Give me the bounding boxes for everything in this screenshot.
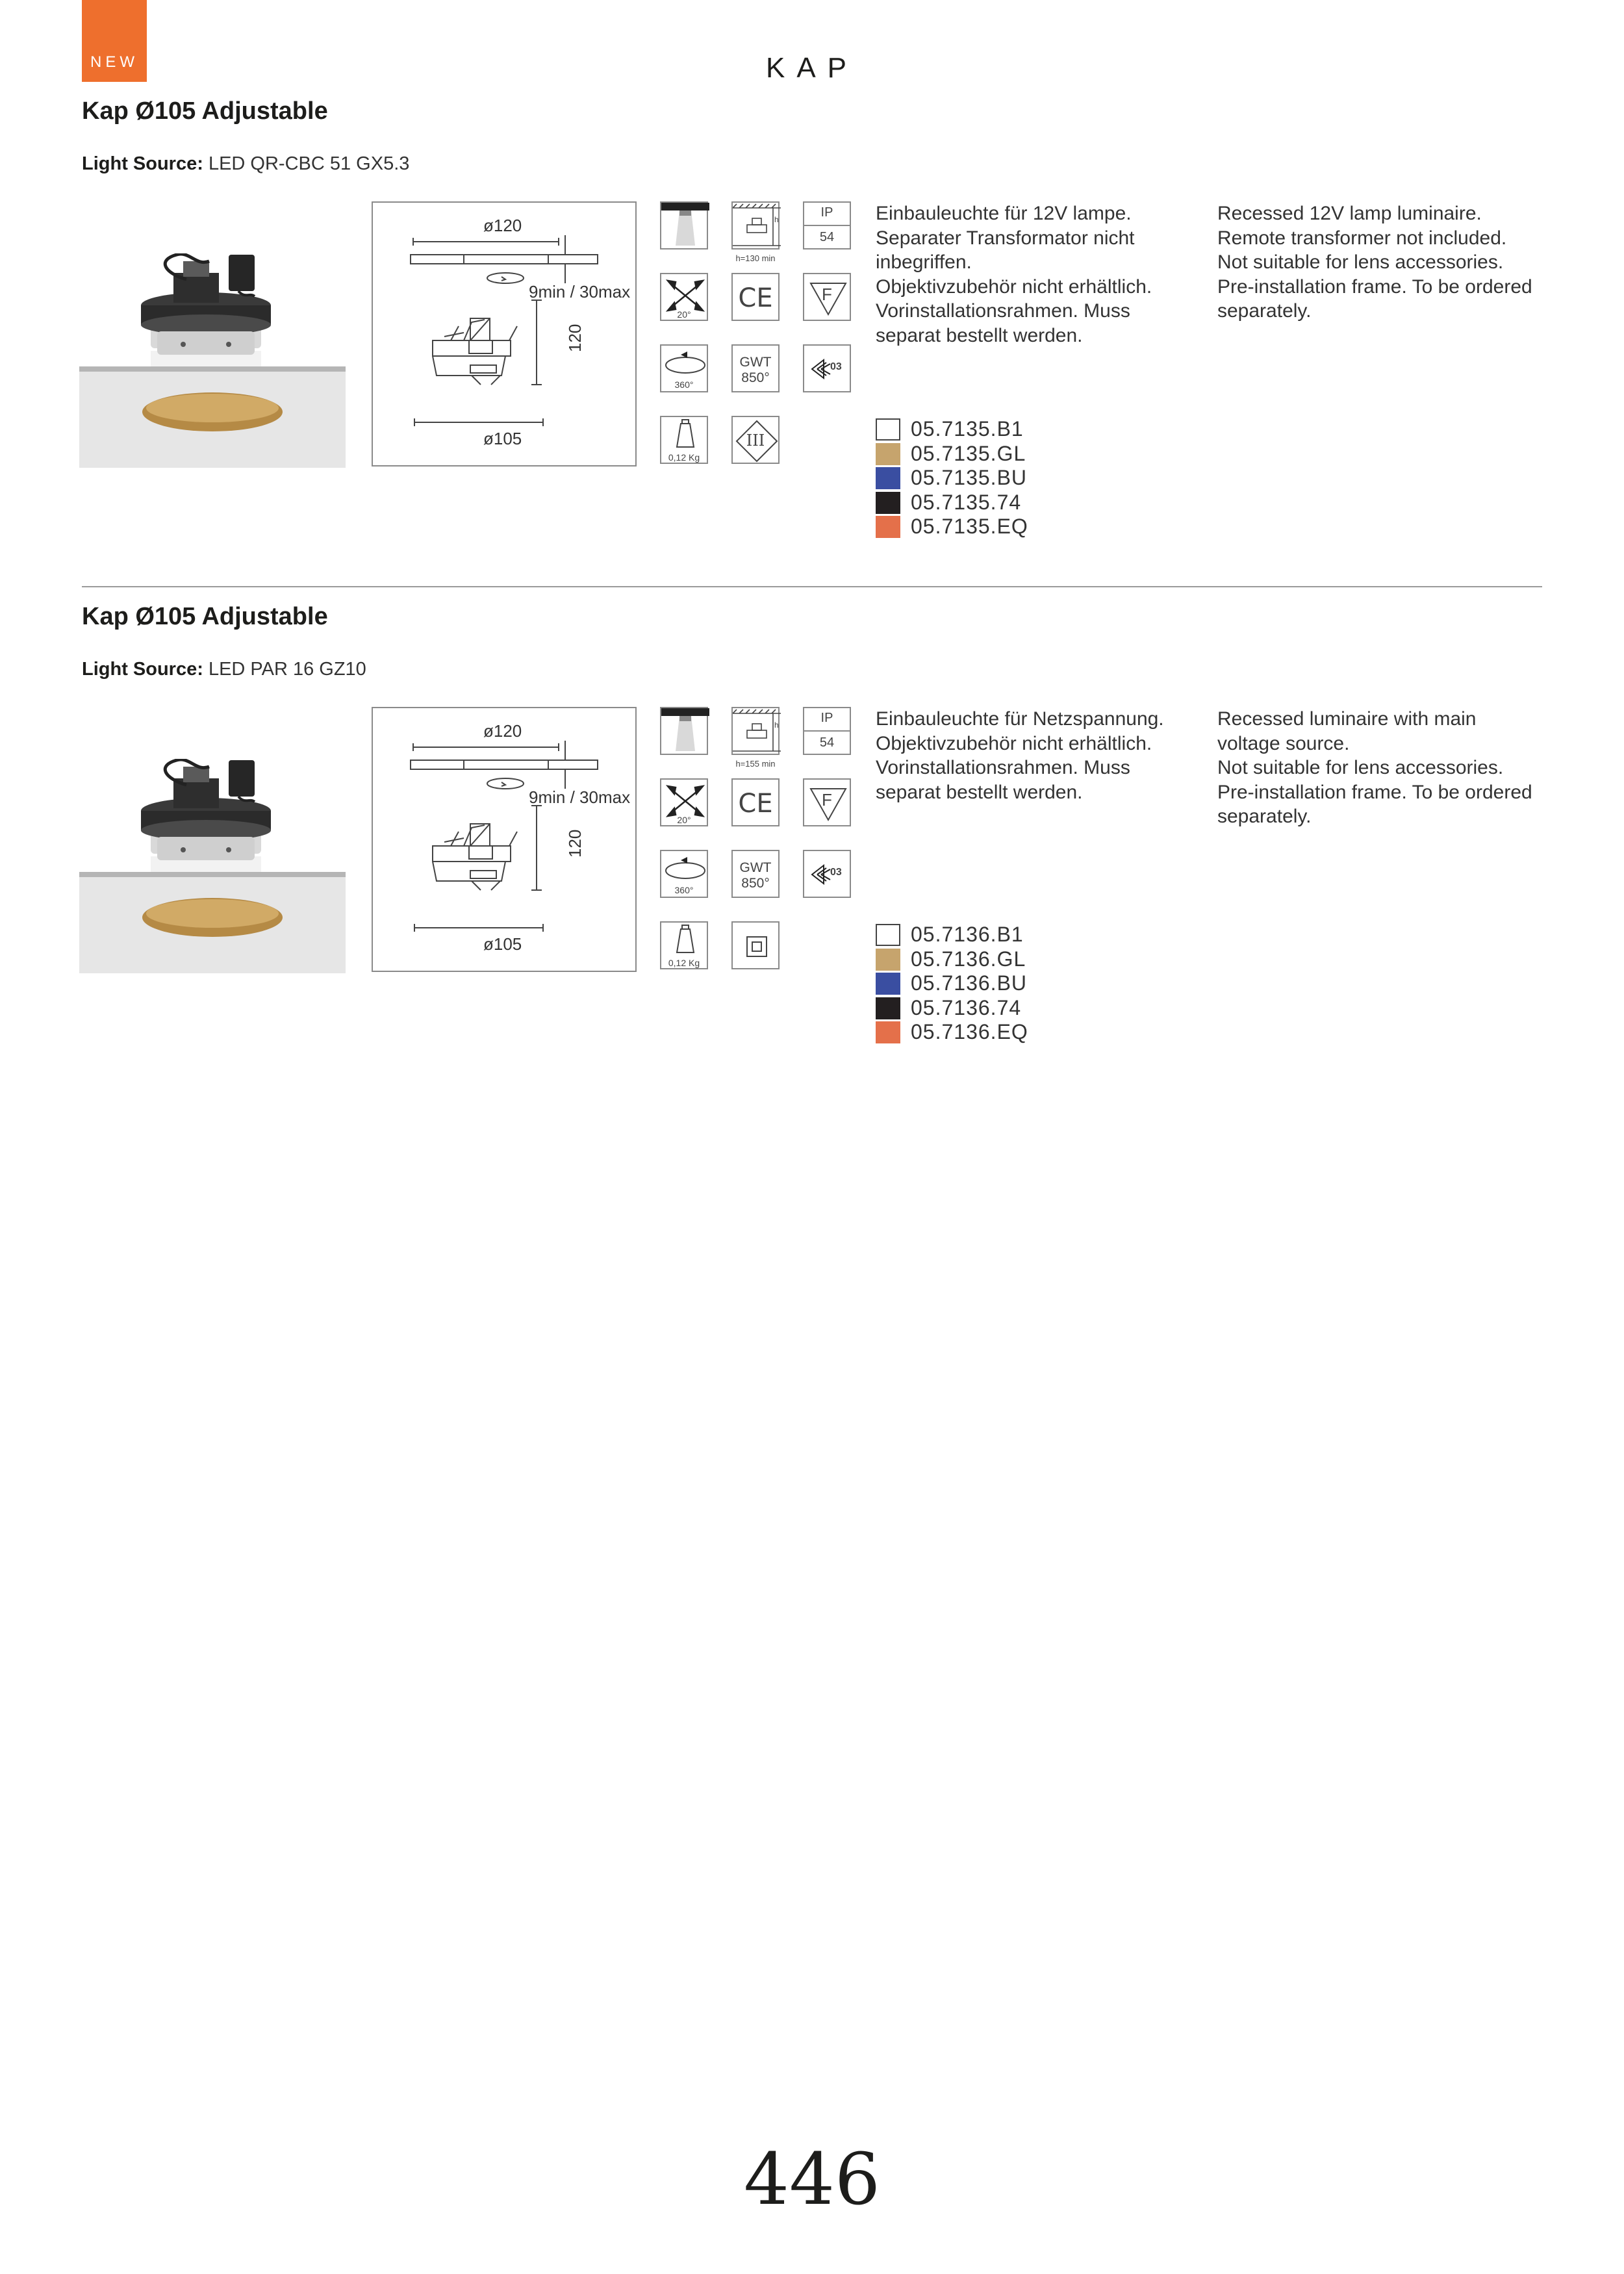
rotation-label: 360°: [674, 885, 694, 895]
recess-height-label: h=130 min: [735, 253, 776, 263]
color-swatch-blue: [876, 467, 900, 489]
ce-mark-text: CE: [738, 789, 773, 819]
light-source-label: Light Source:: [82, 659, 203, 680]
ip-rating-icon: [803, 707, 851, 755]
description-german: Einbauleuchte für 12V lampe. Separater Transformator nicht inbegriffen. Objektivzubehör nicht erhältlich. Vorinstallationsrahmen. Muss separat bestellt werden.: [876, 203, 1152, 346]
tilt-icon: [660, 778, 708, 826]
color-swatch-blue: [876, 973, 900, 995]
ce-mark-icon: [731, 778, 780, 826]
svg-text:h: h: [774, 721, 779, 730]
light-source-value: LED PAR 16 GZ10: [208, 659, 366, 680]
dim-height: 120: [565, 324, 585, 352]
double-insulation-icon: [731, 921, 780, 969]
description-english: Recessed 12V lamp luminaire. Remote transformer not included. Not suitable for lens accessories. Pre-installation frame. To be ordered separately.: [1217, 203, 1532, 322]
ce-mark-text: CE: [738, 283, 773, 313]
product-code: 05.7135.GL: [911, 441, 1026, 465]
glow-wire-icon: [731, 850, 780, 898]
light-source: [82, 659, 366, 680]
ip-label: IP: [820, 205, 833, 220]
product-section-2: [0, 505, 1624, 1043]
eps-insulation-icon: [803, 850, 851, 898]
product-code: 05.7136.B1: [911, 923, 1024, 946]
ip-value: 54: [819, 735, 835, 750]
product-code: 05.7135.B1: [911, 417, 1024, 441]
color-swatch-gold: [876, 949, 900, 971]
light-source-label: Light Source:: [82, 153, 203, 174]
insulation-class-text: III: [746, 431, 765, 450]
recess-height-icon: [731, 201, 780, 249]
color-swatch-white: [876, 418, 900, 441]
recess-height-icon: [731, 707, 780, 755]
light-source-value: LED QR-CBC 51 GX5.3: [208, 153, 410, 174]
product-title: Kap Ø105 Adjustable: [82, 603, 328, 630]
product-photo: [79, 253, 346, 468]
weight-label: 0,12 Kg: [668, 452, 700, 463]
glow-wire-icon: [731, 344, 780, 392]
eps-code: 03: [830, 361, 842, 372]
drawing-lines: [373, 708, 638, 973]
recess-height-label: h=155 min: [735, 759, 776, 769]
color-swatch-orange: [876, 1021, 900, 1043]
product-photo: [79, 759, 346, 973]
gwt-value: 850°: [741, 876, 770, 891]
f-mark-text: F: [822, 285, 832, 304]
dim-bottom-diameter: ø105: [483, 429, 522, 448]
dim-thickness: 9min / 30max: [529, 787, 631, 807]
product-code: 05.7136.EQ: [911, 1020, 1028, 1043]
gwt-label: GWT: [739, 860, 772, 875]
drawing-lines: [373, 203, 638, 468]
color-swatch-black: [876, 997, 900, 1019]
new-badge: NEW: [82, 0, 147, 82]
svg-text:h: h: [774, 215, 779, 224]
dim-bottom-diameter: ø105: [483, 934, 522, 954]
weight-icon: [660, 416, 708, 464]
brand-title: KAP: [765, 52, 859, 84]
beam-icon: [660, 707, 708, 755]
product-code: 05.7136.GL: [911, 947, 1026, 971]
product-title: Kap Ø105 Adjustable: [82, 97, 328, 125]
ip-value: 54: [819, 230, 835, 244]
tilt-label: 20°: [677, 815, 691, 825]
ip-label: IP: [820, 711, 833, 725]
weight-label: 0,12 Kg: [668, 958, 700, 968]
rotation-icon: [660, 344, 708, 392]
gwt-label: GWT: [739, 355, 772, 370]
product-code: 05.7136.BU: [911, 971, 1028, 995]
eps-insulation-icon: [803, 344, 851, 392]
product-code: 05.7135.EQ: [911, 515, 1028, 538]
f-mark-icon: [803, 273, 851, 321]
dim-top-diameter: ø120: [483, 721, 522, 741]
ce-mark-icon: [731, 273, 780, 321]
tilt-icon: [660, 273, 708, 321]
description-german: Einbauleuchte für Netzspannung. Objektivzubehör nicht erhältlich. Vorinstallationsrahmen. Muss separat bestellt werden.: [876, 708, 1164, 803]
product-code: 05.7136.74: [911, 995, 1022, 1019]
color-swatch-gold: [876, 443, 900, 465]
rotation-label: 360°: [674, 379, 694, 390]
insulation-class-icon: [731, 416, 780, 464]
product-section-1: [0, 0, 1624, 538]
description-english: Recessed luminaire with main voltage source. Not suitable for lens accessories. Pre-installation frame. To be ordered separately.: [1217, 708, 1532, 827]
product-code: 05.7135.74: [911, 490, 1022, 514]
weight-icon: [660, 921, 708, 969]
product-code: 05.7135.BU: [911, 466, 1028, 489]
page-number: 446: [744, 2138, 880, 2221]
f-mark-text: F: [822, 790, 832, 810]
dim-top-diameter: ø120: [483, 216, 522, 235]
dim-thickness: 9min / 30max: [529, 282, 631, 301]
ip-rating-icon: [803, 201, 851, 249]
rotation-icon: [660, 850, 708, 898]
technical-drawing: [372, 201, 637, 466]
color-swatch-white: [876, 924, 900, 946]
beam-icon: [660, 201, 708, 249]
tilt-label: 20°: [677, 309, 691, 320]
light-source: [82, 153, 409, 175]
gwt-value: 850°: [741, 370, 770, 385]
technical-drawing: [372, 707, 637, 972]
eps-code: 03: [830, 867, 842, 878]
dim-height: 120: [565, 829, 585, 858]
f-mark-icon: [803, 778, 851, 826]
